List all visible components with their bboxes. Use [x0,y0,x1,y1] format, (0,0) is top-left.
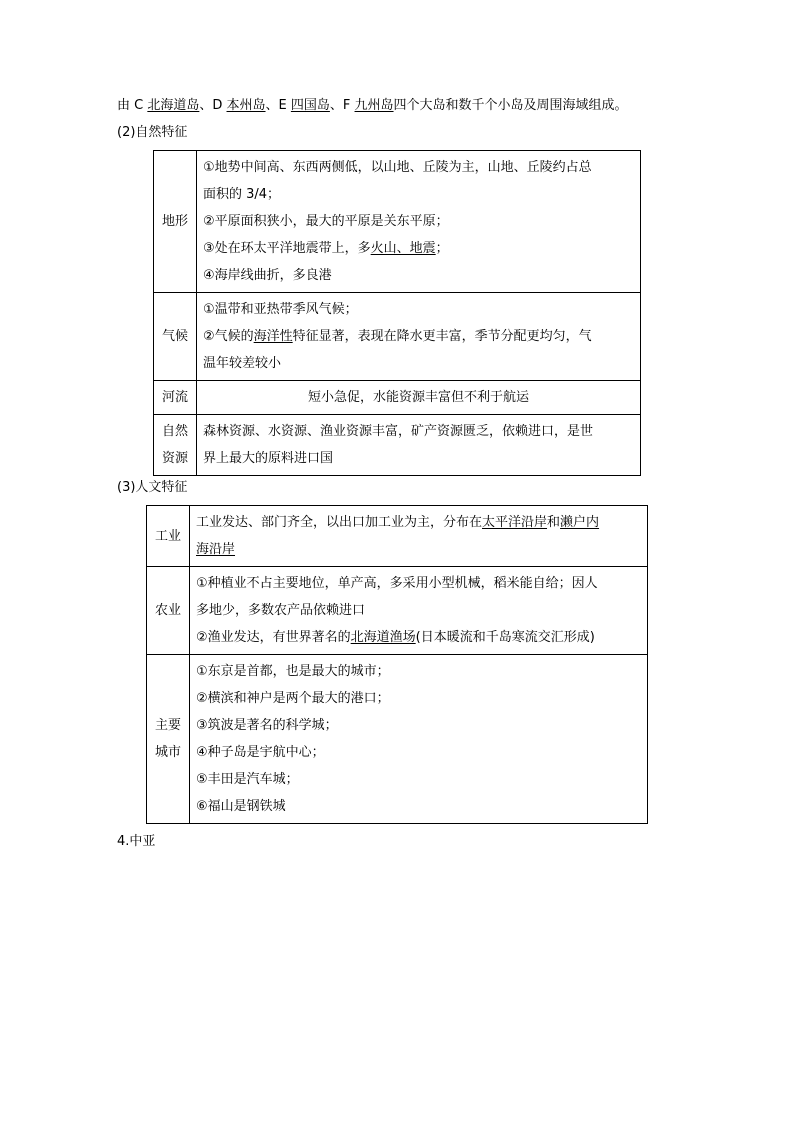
resource-content: 森林资源、水资源、渔业资源丰富，矿产资源匮乏，依赖进口，是世 界上最大的原料进口国 [197,415,641,476]
table-row [154,381,641,415]
river-content: 短小急促，水能资源丰富但不利于航运 [197,381,641,415]
industry-content: 工业发达、部门齐全，以出口加工业为主，分布在太平洋沿岸和濑户内 海沿岸 [190,506,648,567]
terrain-content: ①地势中间高、东西两侧低，以山地、丘陵为主，山地、丘陵约占总 面积的 3/4； ②平原面积狭小，最大的平原是关东平原； ③处在环太平洋地震带上，多火山、地震； ④海岸线曲折，多良港 [197,151,641,293]
natural-heading: (2)自然特征 [117,125,188,140]
human-features-table [146,505,648,824]
table-row [147,567,648,655]
climate-content: ①温带和亚热带季风气候； ②气候的海洋性特征显著，表现在降水更丰富，季节分配更均匀，气 温年较差较小 [197,293,641,381]
climate-label: 气候 [154,293,197,381]
agriculture-content: ①种植业不占主要地位，单产高，多采用小型机械，稻米能自给；因人 多地少，多数农产品依赖进口 ②渔业发达，有世界著名的北海道渔场(日本暖流和千岛寒流交汇形成) [190,567,648,655]
table-row [147,655,648,824]
list-item: ③筑波是著名的科学城； [196,718,338,733]
intro-paragraph: 由 C 北海道岛、D 本州岛、E 四国岛、F 九州岛四个大岛和数千个小岛及周围海域组成。 [117,98,628,113]
table-row [154,415,641,476]
industry-label: 工业 [147,506,190,567]
list-item: ⑥福山是钢铁城 [196,799,286,814]
table-row [147,506,648,567]
list-item: ②横滨和神户是两个最大的港口； [196,691,390,706]
table-row [154,293,641,381]
table-row [154,151,641,293]
city-content [190,655,648,824]
natural-features-table [153,150,641,476]
river-label: 河流 [154,381,197,415]
list-item: ⑤丰田是汽车城； [196,772,299,787]
human-heading: (3)人文特征 [117,480,188,495]
agriculture-label: 农业 [147,567,190,655]
terrain-label: 地形 [154,151,197,293]
next-section-heading: 4.中亚 [117,834,156,849]
resource-label: 自然 资源 [154,415,197,476]
list-item: ①东京是首都，也是最大的城市； [196,664,390,679]
list-item: ④种子岛是宇航中心； [196,745,325,760]
city-label: 主要 城市 [147,655,190,824]
